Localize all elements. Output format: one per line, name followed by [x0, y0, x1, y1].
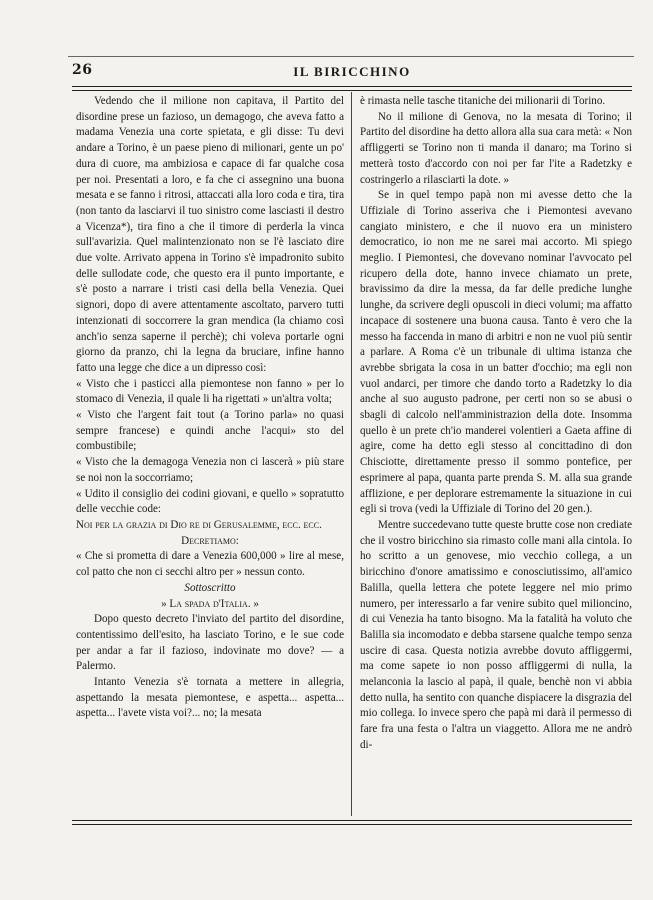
decree-text: « Che si prometta di dare a Venezia 600,000 » lire al mese, col patto che non ci secchi altro per » nessun conto.	[76, 550, 344, 579]
decree-clause: « Visto che i pasticci alla piemontese non fanno » per lo stomaco di Venezia, il quale li ha rigettati » un'altra volta;	[76, 377, 344, 406]
decree-clause: « Visto che la demagoga Venezia non ci lascerà » più stare se noi non la soccorriamo;	[76, 456, 344, 484]
left-column	[76, 94, 344, 722]
header-rule	[72, 86, 632, 91]
signature: » La spada d'Italia. »	[161, 597, 259, 610]
paragraph: No il milione di Genova, no la mesata di Torino; il Partito del disordine ha detto allora alla sua cara metà: « Non affliggerti se Torino non ti manda il danaro; ma Torino si metterà tosto d'accordo con noi per far l'ite a Radetzky e costringerlo a rilasciarti la dote. »	[360, 110, 632, 186]
column-divider	[351, 92, 352, 816]
decree-clause: « Visto che l'argent fait tout (a Torino parla» no quasi sempre francese) e quindi anche l'acqui» sto del combustibile;	[76, 409, 344, 453]
page-number: 26	[72, 62, 93, 78]
paragraph: è rimasta nelle tasche titaniche dei milionarii di Torino.	[360, 95, 606, 107]
decree-heading: Decretiamo:	[181, 534, 239, 547]
decree-clause: « Udito il consiglio dei codini giovani, e quello » sopratutto delle vecchie code:	[76, 487, 344, 516]
right-column	[360, 94, 632, 754]
signature-heading: Sottoscritto	[184, 581, 236, 594]
paragraph: Vedendo che il milione non capitava, il Partito del disordine prese un fazioso, un demagogo, che aveva fatto a madama Venezia una corte spietata, e gli disse: Tu devi andare a Torino, è un paese pieno di milionari, gente un po' dura di cuore, ma ambiziosa e capace di far qualche cosa per noi. Presentati a loro, e fa che ci assegnino una buona mesata e se fanno i ritrosi, attaccati alla loro coda e tira, tira (non tanto da lasciarvi il tuo sinistro come lasciasti il destro a Vicenza*), tira fino a che il timore di perderla la vinca sull'avarizia. Quel malintenzionato non se l'è lasciato dire due volte. Arrivato appena in Torino s'è impadronito subito delle sullodate code, che questo era il punto importante, e s'è posto a narrare i tristi casi della bella Venezia. Quei signori, dopo di avere attentamente ascoltato, parvero tutti intenzionati di soccorrere la gran mendica (la chiamo così anch'io senza saperne il perchè); chi voleva portarle ogni giorno da pranzo, chi la legna da bruciare, infine hanno fatto una legge che dice a un dipresso così:	[76, 95, 344, 374]
footer-rule	[72, 820, 632, 825]
page-header	[72, 62, 632, 84]
royal-formula: Noi per la grazia di Dio re di Gerusalemme, ecc. ecc.	[76, 518, 322, 531]
paragraph: Dopo questo decreto l'inviato del partito del disordine, contentissimo dell'esito, ha lasciato Torino, e le sue code per andar a far il fazioso, indovinate mo dove? — a Palermo.	[76, 613, 344, 673]
page-title: IL BIRICCHINO	[293, 64, 411, 79]
top-frame-line	[68, 56, 634, 57]
paragraph: Intanto Venezia s'è tornata a mettere in allegria, aspettando la mesata piemontese, e aspetta... aspetta... aspetta... l'avete vista voi?... no; la mesata	[76, 676, 344, 720]
paragraph: Se in quel tempo papà non mi avesse detto che la Uffiziale di Torino asseriva che i Piemontesi avevano cangiato ministero, e che il nuovo era un ministero democratico, io non me ne sarei mai accorto. Mi spiego meglio. I Piemontesi, che dovevano nominar l'avvocato pel ricupero della dote, hanno invece chiamato un prete, bravissimo da dire la messa, da far delle prediche lunghe lunghe, da scrivere degli opuscoli in dieci volumi; ma affatto incapace di sostenere una buona causa. Tanto è vero che la messo ha faccenda in mano di arbitri e non ne vuol più sentir a parlare. A Roma c'è un tribunale di ultima istanza che avrebbe sbrigata la cosa in un batter d'occhio; ma egli non vuol andarci, per timore che dando torto a Radetzky lo dia anche al suo augusto padrone, per certi non so se abusi o sbagli di calcolo nell'amministrazion della dote. Insomma quello è un prete ch'io manderei volentieri a Gaeta affine di agire, come ha detto egli stesso al concittadino di don Chisciotte, direttamente presso il sommo pontefice, per esprimere al papa, quanta parte prenda S. M. alla sua grande afflizione, e per deplorare estremamente la situazione in cui egli si trova (vedi la Uffiziale di Torino del 20 gen.).	[360, 189, 632, 516]
paragraph: Mentre succedevano tutte queste brutte cose non crediate che il vostro biricchino sia rimasto colle mani alla cintola. Io ho scritto a un genovese, mio vecchio collega, a un biricchino d'onore amatissimo e conosciutissimo, all'amico Balilla, quella lettera che potete leggere nel mio primo numero, per interessarlo a far venire subito quel milioncino, di cui Venezia ha tanto bisogno. Ma la fatalità ha voluto che Balilla sia incomodato e debba starsene qualche tempo senza uscire di casa. Questa notizia avrebbe dovuto affliggermi, ma come sapete io non posso affliggermi di nulla, la melanconia la lascio al papà, il quale, benchè non vi abbia detto nulla, ha sentito con quanche dispiacere la disgrazia del mio collega. Io invece spero che papà mi darà il permesso di fare fra una festa o l'altra un viaggetto. Allora me ne andrò di-	[360, 518, 632, 751]
